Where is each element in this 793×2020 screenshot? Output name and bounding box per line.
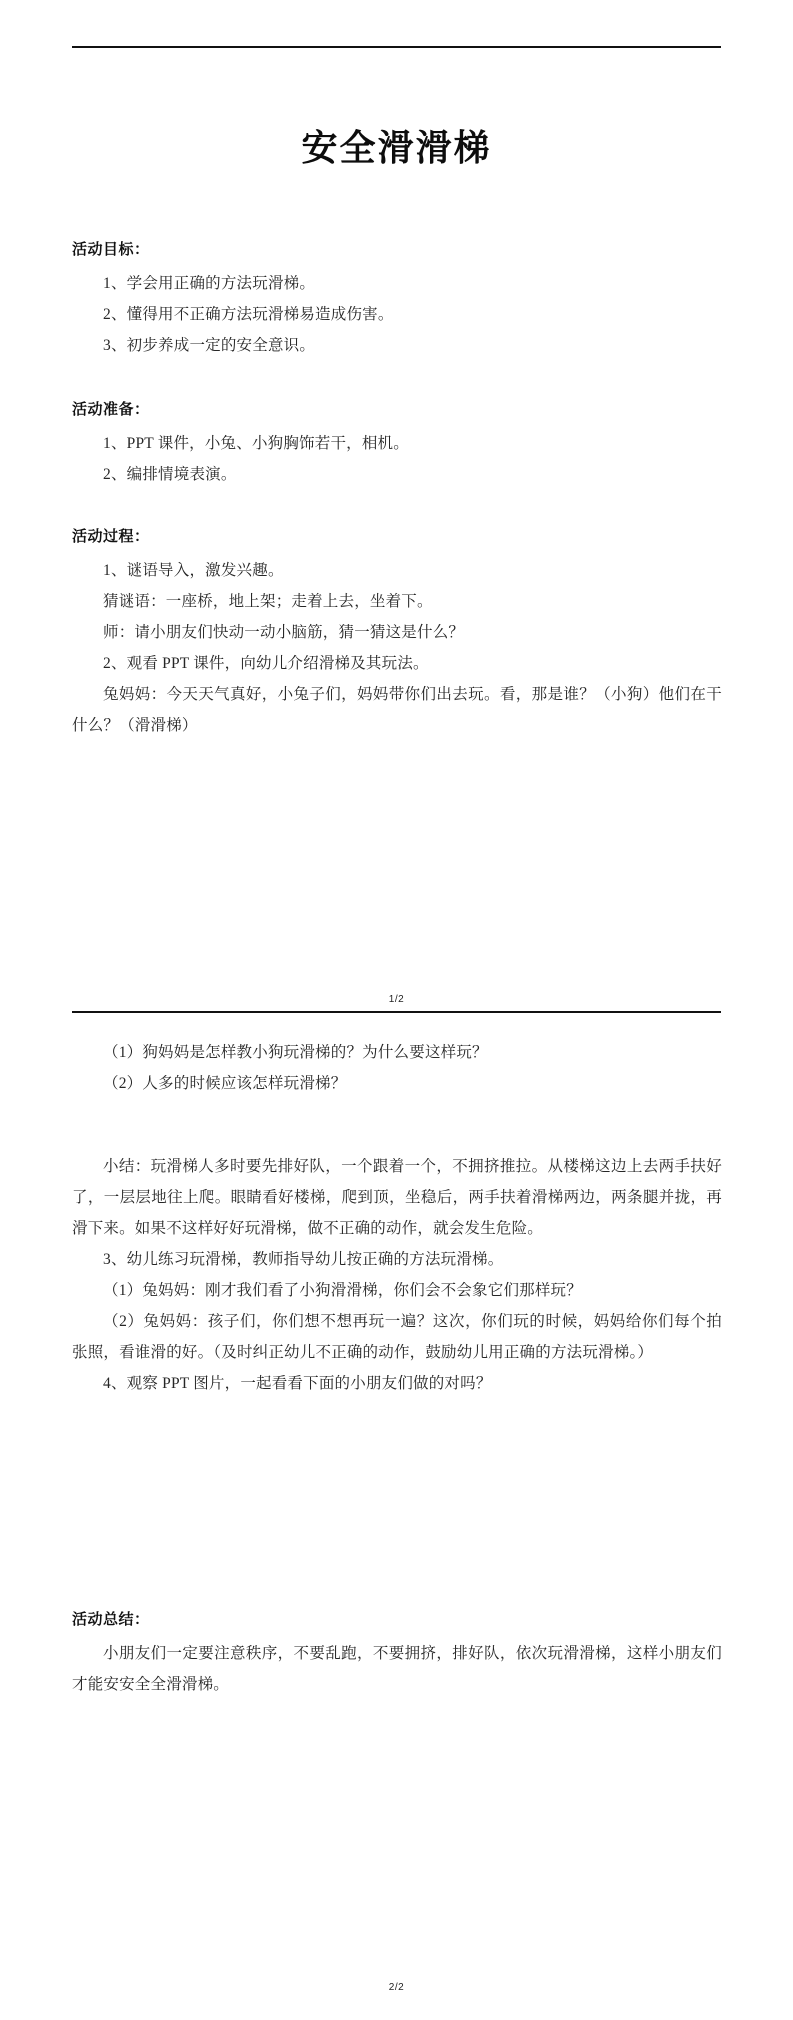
page-title: 安全滑滑梯 [301, 127, 492, 169]
list-item: 猜谜语：一座桥，地上架；走着上去，坐着下。 [103, 593, 433, 610]
summary-paragraph: 小朋友们一定要注意秩序，不要乱跑，不要拥挤，排好队，依次玩滑滑梯，这样小朋友们才能安安全全滑滑梯。 [72, 1645, 722, 1693]
process-list-part1 [72, 555, 722, 741]
page-number-1: 1/2 [388, 994, 405, 1005]
header-rule [72, 46, 721, 48]
list-item: 1、谜语导入，激发兴趣。 [103, 562, 284, 579]
section-heading-preparation: 活动准备： [72, 400, 150, 418]
section-heading-process: 活动过程： [72, 527, 150, 545]
paragraph: 小结：玩滑梯人多时要先排好队，一个跟着一个，不拥挤推拉。从楼梯这边上去两手扶好了，一层层地往上爬。眼睛看好楼梯，爬到顶，坐稳后，两手扶着滑梯两边，两条腿并拢，再滑下来。如果不这样好好玩滑梯，做不正确的动作，就会发生危险。 [72, 1158, 722, 1237]
list-item: 3、初步养成一定的安全意识。 [103, 337, 316, 354]
list-item: 4、观察 PPT 图片，一起看看下面的小朋友们做的对吗？ [103, 1375, 492, 1392]
preparation-list [72, 428, 722, 490]
list-item: 2、编排情境表演。 [103, 466, 237, 483]
list-item: 2、懂得用不正确方法玩滑梯易造成伤害。 [103, 306, 394, 323]
paragraph: 兔妈妈：今天天气真好，小兔子们，妈妈带你们出去玩。看，那是谁？（小狗）他们在干什么？（滑滑梯） [72, 686, 722, 734]
process-list-part2a [72, 1037, 722, 1099]
list-item: 师：请小朋友们快动一动小脑筋，猜一猜这是什么？ [103, 624, 465, 641]
list-item: （1）兔妈妈：刚才我们看了小狗滑滑梯，你们会不会象它们那样玩？ [103, 1282, 582, 1299]
process-list-part2b [72, 1151, 722, 1399]
list-item: 1、学会用正确的方法玩滑梯。 [103, 275, 316, 292]
list-item: 2、观看 PPT 课件，向幼儿介绍滑梯及其玩法。 [103, 655, 429, 672]
list-item: （1）狗妈妈是怎样教小狗玩滑梯的？为什么要这样玩？ [103, 1044, 488, 1061]
section-heading-goals: 活动目标： [72, 240, 150, 258]
list-item: 3、幼儿练习玩滑梯，教师指导幼儿按正确的方法玩滑梯。 [103, 1251, 504, 1268]
list-item: （2）人多的时候应该怎样玩滑梯？ [103, 1075, 347, 1092]
paragraph: （2）兔妈妈：孩子们，你们想不想再玩一遍？这次，你们玩的时候，妈妈给你们每个拍张照，看谁滑的好。（及时纠正幼儿不正确的动作，鼓励幼儿用正确的方法玩滑梯。） [72, 1313, 722, 1361]
page-number-2: 2/2 [388, 1982, 405, 1993]
goals-list [72, 268, 722, 361]
section-heading-summary: 活动总结： [72, 1610, 150, 1628]
list-item: 1、PPT 课件，小兔、小狗胸饰若干，相机。 [103, 435, 409, 452]
page-break-rule [72, 1011, 721, 1013]
